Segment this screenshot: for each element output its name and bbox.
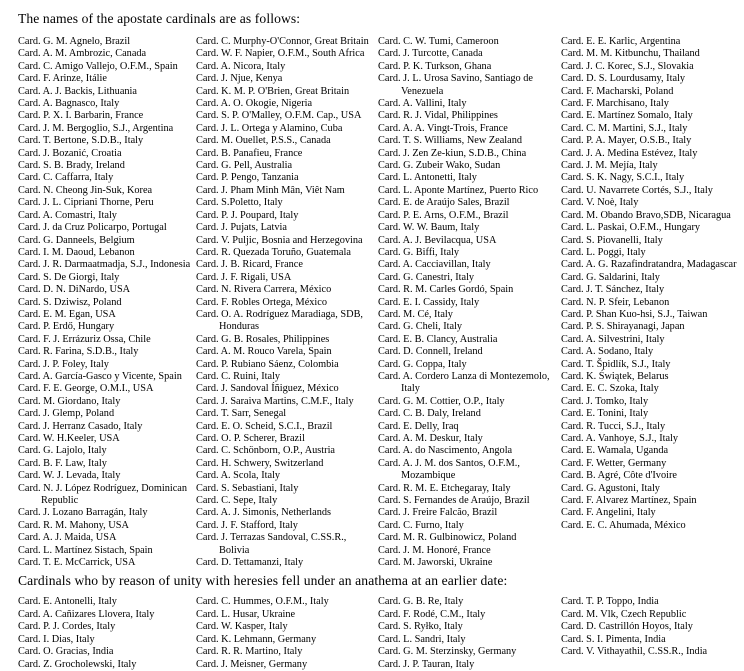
cardinal-entry: Card. R. R. Martino, Italy bbox=[196, 646, 303, 658]
cardinal-entry: Card. E. M. Egan, USA bbox=[18, 308, 116, 320]
apostate-list-column-4 bbox=[561, 36, 742, 532]
cardinal-entry: Card. E. E. Karlic, Argentina bbox=[561, 36, 681, 47]
cardinal-entry: Card. L. Antonetti, Italy bbox=[378, 172, 477, 184]
cardinal-entry: Card. W. J. Levada, Italy bbox=[18, 470, 121, 482]
cardinal-entry: Card. J. Njue, Kenya bbox=[196, 73, 283, 85]
cardinal-entry: Card. D. N. DiNardo, USA bbox=[18, 284, 131, 296]
cardinal-entry: Card. P. Pengo, Tanzania bbox=[196, 172, 299, 184]
cardinal-entry: Card. M. Cé, Italy bbox=[378, 308, 453, 320]
cardinal-entry: Card. P. J. Cordes, Italy bbox=[18, 621, 116, 633]
cardinal-entry: Card. S.Poletto, Italy bbox=[196, 197, 283, 209]
cardinal-entry: Card. M. Ouellet, P.S.S., Canada bbox=[196, 135, 331, 147]
cardinal-entry: Card. O. P. Scherer, Brazil bbox=[196, 433, 305, 444]
cardinal-entry: Card. V. Noè, Italy bbox=[561, 197, 639, 209]
cardinal-entry: Card. T. Sarr, Senegal bbox=[196, 408, 287, 420]
cardinal-entry: Card. G. Danneels, Belgium bbox=[18, 234, 135, 246]
cardinal-entry: Card. A. Vallini, Italy bbox=[378, 98, 467, 110]
cardinal-entry: Card. J. Lozano Barragán, Italy bbox=[18, 507, 148, 519]
cardinal-entry: Card. J. P. Foley, Italy bbox=[18, 358, 109, 370]
cardinal-entry: Card. V. Vithayathil, C.SS.R., India bbox=[561, 646, 708, 658]
cardinal-entry: Card. F. Wetter, Germany bbox=[561, 457, 667, 469]
cardinal-entry: Card. J. Tomko, Italy bbox=[561, 395, 649, 407]
cardinal-entry: Card. H. Schwery, Switzerland bbox=[196, 457, 324, 469]
cardinal-entry: Card. L. Martínez Sistach, Spain bbox=[18, 544, 153, 556]
cardinal-entry: Card. S. B. Brady, Ireland bbox=[18, 160, 125, 172]
cardinal-entry: Card. J. C. Korec, S.J., Slovakia bbox=[561, 60, 694, 72]
cardinal-entry: Card. E. Tonini, Italy bbox=[561, 408, 649, 420]
cardinal-entry: Card. A. Nicora, Italy bbox=[196, 60, 286, 72]
anathema-cardinals-columns bbox=[18, 596, 744, 670]
cardinal-entry: Card. C. Schönborn, O.P., Austria bbox=[196, 445, 336, 457]
cardinal-entry: Card. F. Alvarez Martínez, Spain bbox=[561, 495, 697, 507]
cardinal-entry: Card. A. J. Maida, USA bbox=[18, 532, 117, 544]
cardinal-entry: Card. J. M. Honoré, France bbox=[378, 544, 491, 556]
anathema-list-column-4 bbox=[561, 596, 742, 658]
cardinal-entry: Card. R. M. E. Etchegaray, Italy bbox=[378, 482, 511, 494]
cardinal-entry: Card. A. J. Bevilacqua, USA bbox=[378, 234, 497, 246]
cardinal-entry: Card. A. Cordero Lanza di Montezemolo, Italy bbox=[378, 370, 550, 395]
cardinal-entry: Card. T. S. Williams, New Zealand bbox=[378, 135, 523, 147]
cardinal-entry: Card. P. Erdő, Hungary bbox=[18, 321, 115, 333]
cardinal-entry: Card. G. Saldarini, Italy bbox=[561, 271, 660, 283]
cardinal-entry: Card. J. Terrazas Sandoval, C.SS.R., Bolivia bbox=[196, 532, 347, 556]
cardinal-entry: Card. J. Saraiva Martins, C.M.F., Italy bbox=[196, 395, 354, 407]
cardinal-entry: Card. F. E. George, O.M.I., USA bbox=[18, 383, 154, 395]
cardinal-entry: Card. I. M. Daoud, Lebanon bbox=[18, 246, 135, 258]
cardinal-entry: Card. A. G. Razafindratandra, Madagascar bbox=[561, 259, 737, 271]
cardinal-entry: Card. J. Zen Ze-kiun, S.D.B., China bbox=[378, 147, 527, 159]
cardinal-entry: Card. F. Angelini, Italy bbox=[561, 507, 656, 519]
cardinal-entry: Card. N. Rivera Carrera, México bbox=[196, 284, 332, 296]
cardinal-entry: Card. M. M. Kitbunchu, Thailand bbox=[561, 48, 700, 60]
cardinal-entry: Card. S. Sebastiani, Italy bbox=[196, 482, 299, 494]
cardinal-entry: Card. G. Agustoni, Italy bbox=[561, 482, 660, 494]
cardinal-entry: Card. C. W. Tumi, Cameroon bbox=[378, 36, 499, 47]
cardinal-entry: Card. R. M. Mahony, USA bbox=[18, 519, 129, 531]
cardinal-entry: Card. J. Turcotte, Canada bbox=[378, 48, 483, 60]
cardinal-entry: Card. S. Piovanelli, Italy bbox=[561, 234, 663, 246]
cardinal-entry: Card. J. da Cruz Policarpo, Portugal bbox=[18, 222, 167, 234]
cardinal-entry: Card. C. Furno, Italy bbox=[378, 519, 464, 531]
cardinal-entry: Card. F. J. Errázuriz Ossa, Chile bbox=[18, 333, 151, 345]
cardinal-entry: Card. J. M. Bergoglio, S.J., Argentina bbox=[18, 122, 174, 134]
cardinal-entry: Card. G. B. Rosales, Philippines bbox=[196, 333, 330, 345]
cardinal-entry: Card. G. Coppa, Italy bbox=[378, 358, 467, 370]
cardinal-entry: Card. A. García-Gasco y Vicente, Spain bbox=[18, 370, 182, 382]
cardinal-entry: Card. T. Bertone, S.D.B., Italy bbox=[18, 135, 144, 147]
cardinal-entry: Card. C. Ruini, Italy bbox=[196, 370, 281, 382]
cardinal-entry: Card. E. B. Clancy, Australia bbox=[378, 333, 498, 345]
cardinal-entry: Card. W. Kasper, Italy bbox=[196, 621, 288, 633]
cardinal-entry: Card. F. Arinze, Itálie bbox=[18, 73, 107, 85]
cardinal-entry: Card. A. M. Rouco Varela, Spain bbox=[196, 346, 332, 358]
cardinal-entry: Card. A. Sodano, Italy bbox=[561, 346, 654, 358]
cardinal-entry: Card. G. Lajolo, Italy bbox=[18, 445, 107, 457]
cardinal-entry: Card. S. P. O'Malley, O.F.M. Cap., USA bbox=[196, 110, 362, 122]
cardinal-entry: Card. D. Connell, Ireland bbox=[378, 346, 483, 358]
cardinal-entry: Card. N. Cheong Jin-Suk, Korea bbox=[18, 184, 153, 196]
cardinal-entry: Card. G. Zubeir Wako, Sudan bbox=[378, 160, 501, 172]
cardinal-entry: Card. O. A. Rodríguez Maradiaga, SDB, Honduras bbox=[196, 308, 364, 333]
cardinal-entry: Card. J. L. Ortega y Alamino, Cuba bbox=[196, 122, 343, 134]
cardinal-entry: Card. J. B. Ricard, France bbox=[196, 259, 303, 271]
cardinal-entry: Card. N. P. Sfeir, Lebanon bbox=[561, 296, 670, 308]
cardinal-entry: Card. G. M. Agnelo, Brazil bbox=[18, 36, 131, 47]
cardinal-entry: Card. J. Pujats, Latvia bbox=[196, 222, 287, 234]
cardinal-entry: Card. G. Biffi, Italy bbox=[378, 246, 460, 258]
cardinal-entry: Card. L. Paskai, O.F.M., Hungary bbox=[561, 222, 701, 234]
cardinal-entry: Card. A. M. Deskur, Italy bbox=[378, 433, 483, 444]
cardinal-entry: Card. F. Robles Ortega, México bbox=[196, 296, 328, 308]
cardinal-entry: Card. J. A. Medina Estévez, Italy bbox=[561, 147, 698, 159]
cardinal-entry: Card. A. do Nascimento, Angola bbox=[378, 445, 513, 457]
cardinal-entry: Card. R. Quezada Toruño, Guatemala bbox=[196, 246, 351, 258]
cardinal-entry: Card. J. R. Darmaatmadja, S.J., Indonesia bbox=[18, 259, 191, 271]
cardinal-entry: Card. J. F. Stafford, Italy bbox=[196, 519, 298, 531]
cardinal-entry: Card. D. Castrillón Hoyos, Italy bbox=[561, 621, 693, 633]
cardinal-entry: Card. G. M. Sterzinsky, Germany bbox=[378, 646, 517, 658]
cardinal-entry: Card. A. J. Backis, Lithuania bbox=[18, 85, 137, 97]
cardinal-entry: Card. S. Fernandes de Araújo, Brazil bbox=[378, 495, 530, 507]
cardinal-entry: Card. P. E. Arns, O.F.M., Brazil bbox=[378, 209, 509, 221]
cardinal-entry: Card. S. Dziwisz, Poland bbox=[18, 296, 122, 308]
cardinal-entry: Card. A. A. Vingt-Trois, France bbox=[378, 122, 508, 134]
cardinal-entry: Card. K. Świątek, Belarus bbox=[561, 370, 669, 382]
cardinal-entry: Card. M. Giordano, Italy bbox=[18, 395, 121, 407]
cardinal-entry: Card. A. Comastri, Italy bbox=[18, 209, 117, 221]
cardinal-entry: Card. W. F. Napier, O.F.M., South Africa bbox=[196, 48, 365, 60]
cardinal-entry: Card. P. Shan Kuo-hsi, S.J., Taiwan bbox=[561, 308, 708, 320]
apostate-cardinals-heading: The names of the apostate cardinals are as follows: bbox=[18, 11, 301, 26]
cardinal-entry: Card. M. Jaworski, Ukraine bbox=[378, 557, 493, 569]
cardinal-entry: Card. F. Marchisano, Italy bbox=[561, 98, 669, 110]
cardinal-entry: Card. A. J. M. dos Santos, O.F.M., Mozambique bbox=[378, 457, 520, 482]
cardinal-entry: Card. L. Poggi, Italy bbox=[561, 246, 646, 258]
cardinal-entry: Card. J. Freire Falcão, Brazil bbox=[378, 507, 498, 519]
cardinal-entry: Card. M. R. Gulbinowicz, Poland bbox=[378, 532, 517, 544]
cardinal-entry: Card. G. Cheli, Italy bbox=[378, 321, 463, 333]
cardinal-entry: Card. P. Rubiano Sáenz, Colombia bbox=[196, 358, 339, 370]
apostate-list-column-1 bbox=[18, 36, 196, 569]
cardinal-entry: Card. D. Tettamanzi, Italy bbox=[196, 557, 304, 569]
cardinal-entry: Card. B. Agré, Côte d'Ivoire bbox=[561, 470, 677, 482]
cardinal-entry: Card. O. Gracias, India bbox=[18, 646, 114, 658]
cardinal-entry: Card. J. Sandoval Íñiguez, México bbox=[196, 383, 339, 395]
cardinal-entry: Card. A. O. Okogie, Nigeria bbox=[196, 98, 313, 110]
cardinal-entry: Card. G. Pell, Australia bbox=[196, 160, 293, 172]
cardinal-entry: Card. F. Rodé, C.M., Italy bbox=[378, 608, 486, 620]
cardinal-entry: Card. N. J. López Rodríguez, Dominican Republic bbox=[18, 482, 187, 507]
cardinal-entry: Card. F. Macharski, Poland bbox=[561, 85, 674, 97]
cardinal-entry: Card. C. Murphy-O'Connor, Great Britain bbox=[196, 36, 369, 47]
cardinal-entry: Card. L. Sandri, Italy bbox=[378, 633, 466, 645]
cardinal-entry: Card. A. J. Simonis, Netherlands bbox=[196, 507, 331, 519]
cardinal-entry: Card. A. Silvestrini, Italy bbox=[561, 333, 665, 345]
cardinal-entry: Card. J. P. Tauran, Italy bbox=[378, 658, 475, 670]
cardinal-entry: Card. E. C. Szoka, Italy bbox=[561, 383, 659, 395]
cardinal-entry: Card. K. Lehmann, Germany bbox=[196, 633, 317, 645]
cardinal-entry: Card. G. M. Cottier, O.P., Italy bbox=[378, 395, 505, 407]
cardinal-entry: Card. T. E. McCarrick, USA bbox=[18, 557, 136, 569]
cardinal-entry: Card. J. T. Sánchez, Italy bbox=[561, 284, 665, 296]
anathema-list-column-2 bbox=[196, 596, 378, 670]
cardinal-entry: Card. E. C. Ahumada, México bbox=[561, 519, 686, 531]
cardinal-entry: Card. S. De Giorgi, Italy bbox=[18, 271, 120, 283]
cardinal-entry: Card. J. Glemp, Poland bbox=[18, 408, 115, 420]
apostate-list-column-2 bbox=[196, 36, 378, 569]
cardinal-entry: Card. E. O. Scheid, S.C.I., Brazil bbox=[196, 420, 333, 432]
cardinal-entry: Card. J. Bozanić, Croatia bbox=[18, 147, 122, 159]
cardinal-entry: Card. C. Caffarra, Italy bbox=[18, 172, 114, 184]
cardinal-entry: Card. R. M. Carles Gordó, Spain bbox=[378, 284, 514, 296]
cardinal-entry: Card. A. Cacciavillan, Italy bbox=[378, 259, 491, 271]
anathema-list-column-1 bbox=[18, 596, 196, 670]
cardinal-entry: Card. C. M. Martini, S.J., Italy bbox=[561, 122, 688, 134]
cardinal-entry: Card. W. W. Baum, Italy bbox=[378, 222, 480, 234]
cardinal-entry: Card. P. K. Turkson, Ghana bbox=[378, 60, 492, 72]
cardinal-entry: Card. J. F. Rigali, USA bbox=[196, 271, 292, 283]
cardinal-entry: Card. V. Puljic, Bosnia and Herzegovina bbox=[196, 234, 363, 246]
cardinal-entry: Card. C. B. Daly, Ireland bbox=[378, 408, 481, 420]
cardinal-entry: Card. J. Pham Minh Mân, Viêt Nam bbox=[196, 184, 345, 196]
cardinal-entry: Card. U. Navarrete Cortés, S.J., Italy bbox=[561, 184, 713, 196]
cardinal-entry: Card. P. S. Shirayanagi, Japan bbox=[561, 321, 685, 333]
cardinal-entry: Card. E. Delly, Iraq bbox=[378, 420, 459, 432]
cardinal-entry: Card. R. Farina, S.D.B., Italy bbox=[18, 346, 139, 358]
cardinal-entry: Card. E. I. Cassidy, Italy bbox=[378, 296, 480, 308]
anathema-cardinals-heading: Cardinals who by reason of unity with heresies fell under an anathema at an earlier date: bbox=[18, 573, 508, 589]
cardinal-entry: Card. R. J. Vidal, Philippines bbox=[378, 110, 498, 122]
cardinal-entry: Card. M. Vlk, Czech Republic bbox=[561, 608, 687, 620]
cardinal-entry: Card. M. Obando Bravo,SDB, Nicaragua bbox=[561, 209, 731, 221]
cardinal-entry: Card. Z. Grocholewski, Italy bbox=[18, 658, 137, 670]
cardinal-entry: Card. L. Husar, Ukraine bbox=[196, 608, 296, 620]
cardinal-entry: Card. J. M. Mejía, Italy bbox=[561, 160, 658, 172]
cardinal-entry: Card. K. M. P. O'Brien, Great Britain bbox=[196, 85, 350, 97]
cardinal-entry: Card. P. A. Mayer, O.S.B., Italy bbox=[561, 135, 692, 147]
cardinal-entry: Card. S. Ryłko, Italy bbox=[378, 621, 463, 633]
cardinal-entry: Card. W. H.Keeler, USA bbox=[18, 433, 120, 444]
cardinal-entry: Card. B. Panafieu, France bbox=[196, 147, 303, 159]
cardinal-entry: Card. B. F. Law, Italy bbox=[18, 457, 107, 469]
cardinal-entry: Card. R. Tucci, S.J., Italy bbox=[561, 420, 666, 432]
cardinal-entry: Card. J. L. Cipriani Thorne, Peru bbox=[18, 197, 154, 209]
cardinal-entry: Card. S. I. Pimenta, India bbox=[561, 633, 666, 645]
apostate-cardinals-columns bbox=[18, 36, 744, 569]
cardinal-entry: Card. A. Cañizares Llovera, Italy bbox=[18, 608, 155, 620]
cardinal-entry: Card. T. Špidlík, S.J., Italy bbox=[561, 358, 671, 370]
cardinal-entry: Card. T. P. Toppo, India bbox=[561, 596, 659, 608]
cardinal-entry: Card. J. L. Urosa Savino, Santiago de Venezuela bbox=[378, 73, 534, 97]
anathema-list-column-3 bbox=[378, 596, 561, 670]
cardinal-entry: Card. J. Meisner, Germany bbox=[196, 658, 308, 670]
cardinal-entry: Card. G. B. Re, Italy bbox=[378, 596, 464, 608]
cardinal-entry: Card. A. Vanhoye, S.J., Italy bbox=[561, 433, 679, 444]
cardinal-entry: Card. A. Scola, Italy bbox=[196, 470, 281, 482]
cardinal-entry: Card. J. Herranz Casado, Italy bbox=[18, 420, 143, 432]
cardinal-entry: Card. E. Martínez Somalo, Italy bbox=[561, 110, 693, 122]
cardinal-entry: Card. A. Bagnasco, Italy bbox=[18, 98, 120, 110]
cardinal-entry: Card. C. Sepe, Italy bbox=[196, 495, 278, 507]
cardinal-entry: Card. C. Amigo Vallejo, O.F.M., Spain bbox=[18, 60, 178, 72]
cardinal-entry: Card. G. Canestri, Italy bbox=[378, 271, 475, 283]
cardinal-entry: Card. A. M. Ambrozic, Canada bbox=[18, 48, 147, 60]
cardinal-entry: Card. D. S. Lourdusamy, Italy bbox=[561, 73, 686, 85]
cardinal-entry: Card. E. Wamala, Uganda bbox=[561, 445, 669, 457]
cardinal-entry: Card. I. Dias, Italy bbox=[18, 633, 95, 645]
cardinal-entry: Card. E. Antonelli, Italy bbox=[18, 596, 117, 608]
cardinal-entry: Card. S. K. Nagy, S.C.I., Italy bbox=[561, 172, 685, 184]
apostate-list-column-3 bbox=[378, 36, 561, 569]
cardinal-entry: Card. E. de Araújo Sales, Brazil bbox=[378, 197, 510, 209]
cardinal-entry: Card. P. J. Poupard, Italy bbox=[196, 209, 299, 221]
cardinal-entry: Card. L. Aponte Martínez, Puerto Rico bbox=[378, 184, 539, 196]
cardinal-entry: Card. P. X. I. Barbarin, France bbox=[18, 110, 144, 122]
cardinal-entry: Card. C. Hummes, O.F.M., Italy bbox=[196, 596, 329, 608]
